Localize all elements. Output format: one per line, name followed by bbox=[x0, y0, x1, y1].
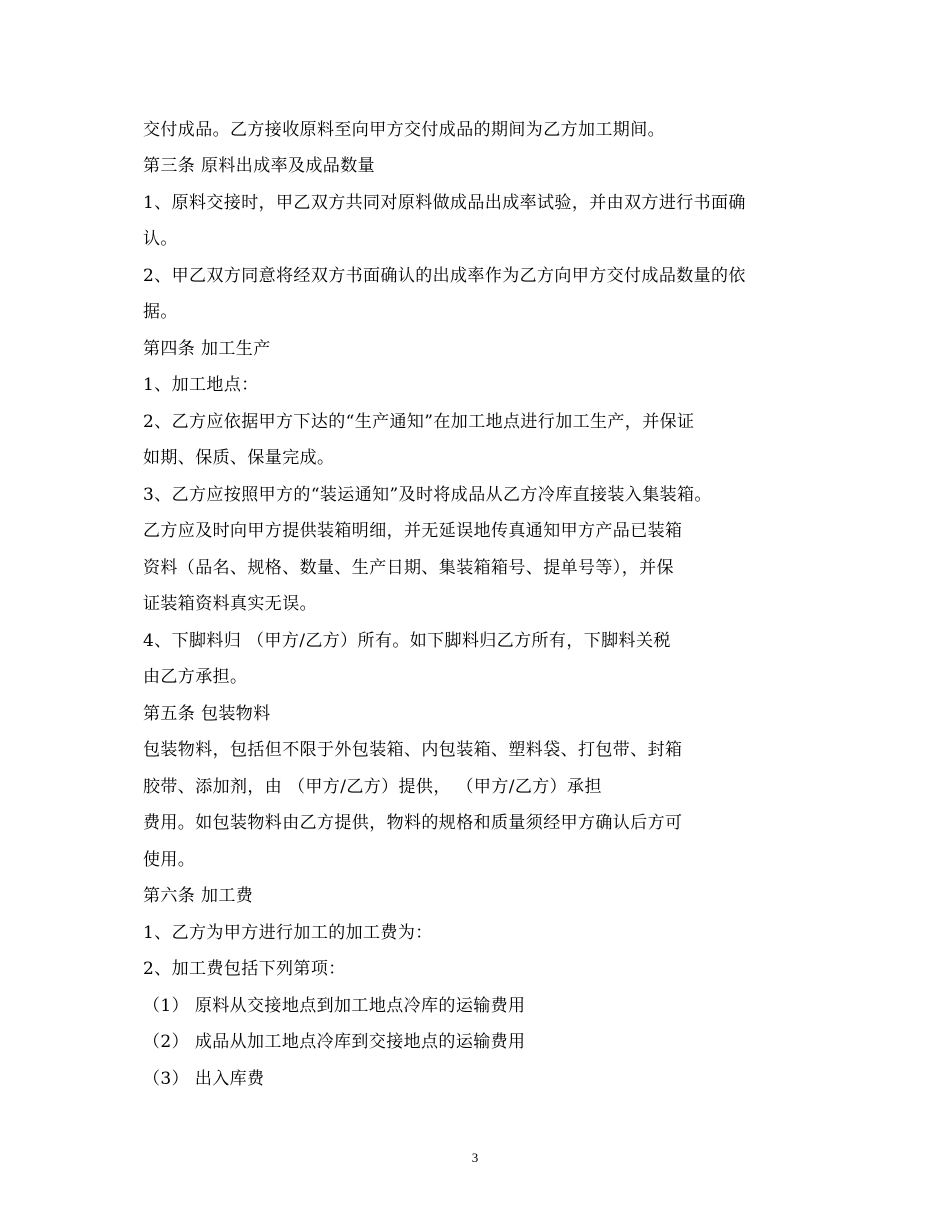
body-text-line: 1、乙方为甲方进行加工的加工费为： bbox=[143, 923, 433, 943]
body-text-line: 2、加工费包括下列第项： bbox=[143, 959, 346, 979]
body-text-line: 4、下脚料归 （甲方/乙方）所有。如下脚料归乙方所有，下脚料关税 bbox=[143, 631, 671, 651]
page-number: 3 bbox=[471, 1150, 479, 1165]
body-text-line: 乙方应及时向甲方提供装箱明细，并无延误地传真通知甲方产品已装箱 bbox=[143, 521, 683, 541]
section-heading: 第六条 加工费 bbox=[143, 886, 254, 906]
body-text-line: 2、甲乙双方同意将经双方书面确认的出成率作为乙方向甲方交付成品数量的依 bbox=[143, 266, 746, 286]
body-text-line: 据。 bbox=[143, 302, 178, 322]
list-item: （2） 成品从加工地点冷库到交接地点的运输费用 bbox=[143, 1032, 526, 1052]
list-item: （1） 原料从交接地点到加工地点冷库的运输费用 bbox=[143, 996, 526, 1016]
body-text-line: 如期、保质、保量完成。 bbox=[143, 448, 335, 468]
body-text-line: 包装物料，包括但不限于外包装箱、内包装箱、塑料袋、打包带、封箱 bbox=[143, 740, 683, 760]
body-text-line: 3、乙方应按照甲方的“装运通知”及时将成品从乙方冷库直接装入集装箱。 bbox=[143, 485, 712, 505]
body-text-line: 费用。如包装物料由乙方提供，物料的规格和质量须经甲方确认后方可 bbox=[143, 813, 683, 833]
section-heading: 第四条 加工生产 bbox=[143, 339, 271, 359]
body-text-line: 认。 bbox=[143, 229, 178, 249]
list-item: （3） 出入库费 bbox=[143, 1069, 265, 1089]
body-text-line: 由乙方承担。 bbox=[143, 667, 248, 687]
body-text-line: 交付成品。乙方接收原料至向甲方交付成品的期间为乙方加工期间。 bbox=[143, 120, 665, 140]
body-text-line: 1、原料交接时，甲乙双方共同对原料做成品出成率试验，并由双方进行书面确 bbox=[143, 193, 746, 213]
body-text-line: 资料（品名、规格、数量、生产日期、集装箱箱号、提单号等），并保 bbox=[143, 558, 674, 578]
section-heading: 第五条 包装物料 bbox=[143, 704, 271, 724]
section-heading: 第三条 原料出成率及成品数量 bbox=[143, 156, 376, 176]
body-text-line: 2、乙方应依据甲方下达的“生产通知”在加工地点进行加工生产，并保证 bbox=[143, 412, 695, 432]
body-text-line: 1、加工地点： bbox=[143, 375, 259, 395]
body-text-line: 证装箱资料真实无误。 bbox=[143, 594, 317, 614]
body-text-line: 胶带、添加剂，由 （甲方/乙方）提供， （甲方/乙方）承担 bbox=[143, 777, 602, 797]
body-text-line: 使用。 bbox=[143, 850, 196, 870]
